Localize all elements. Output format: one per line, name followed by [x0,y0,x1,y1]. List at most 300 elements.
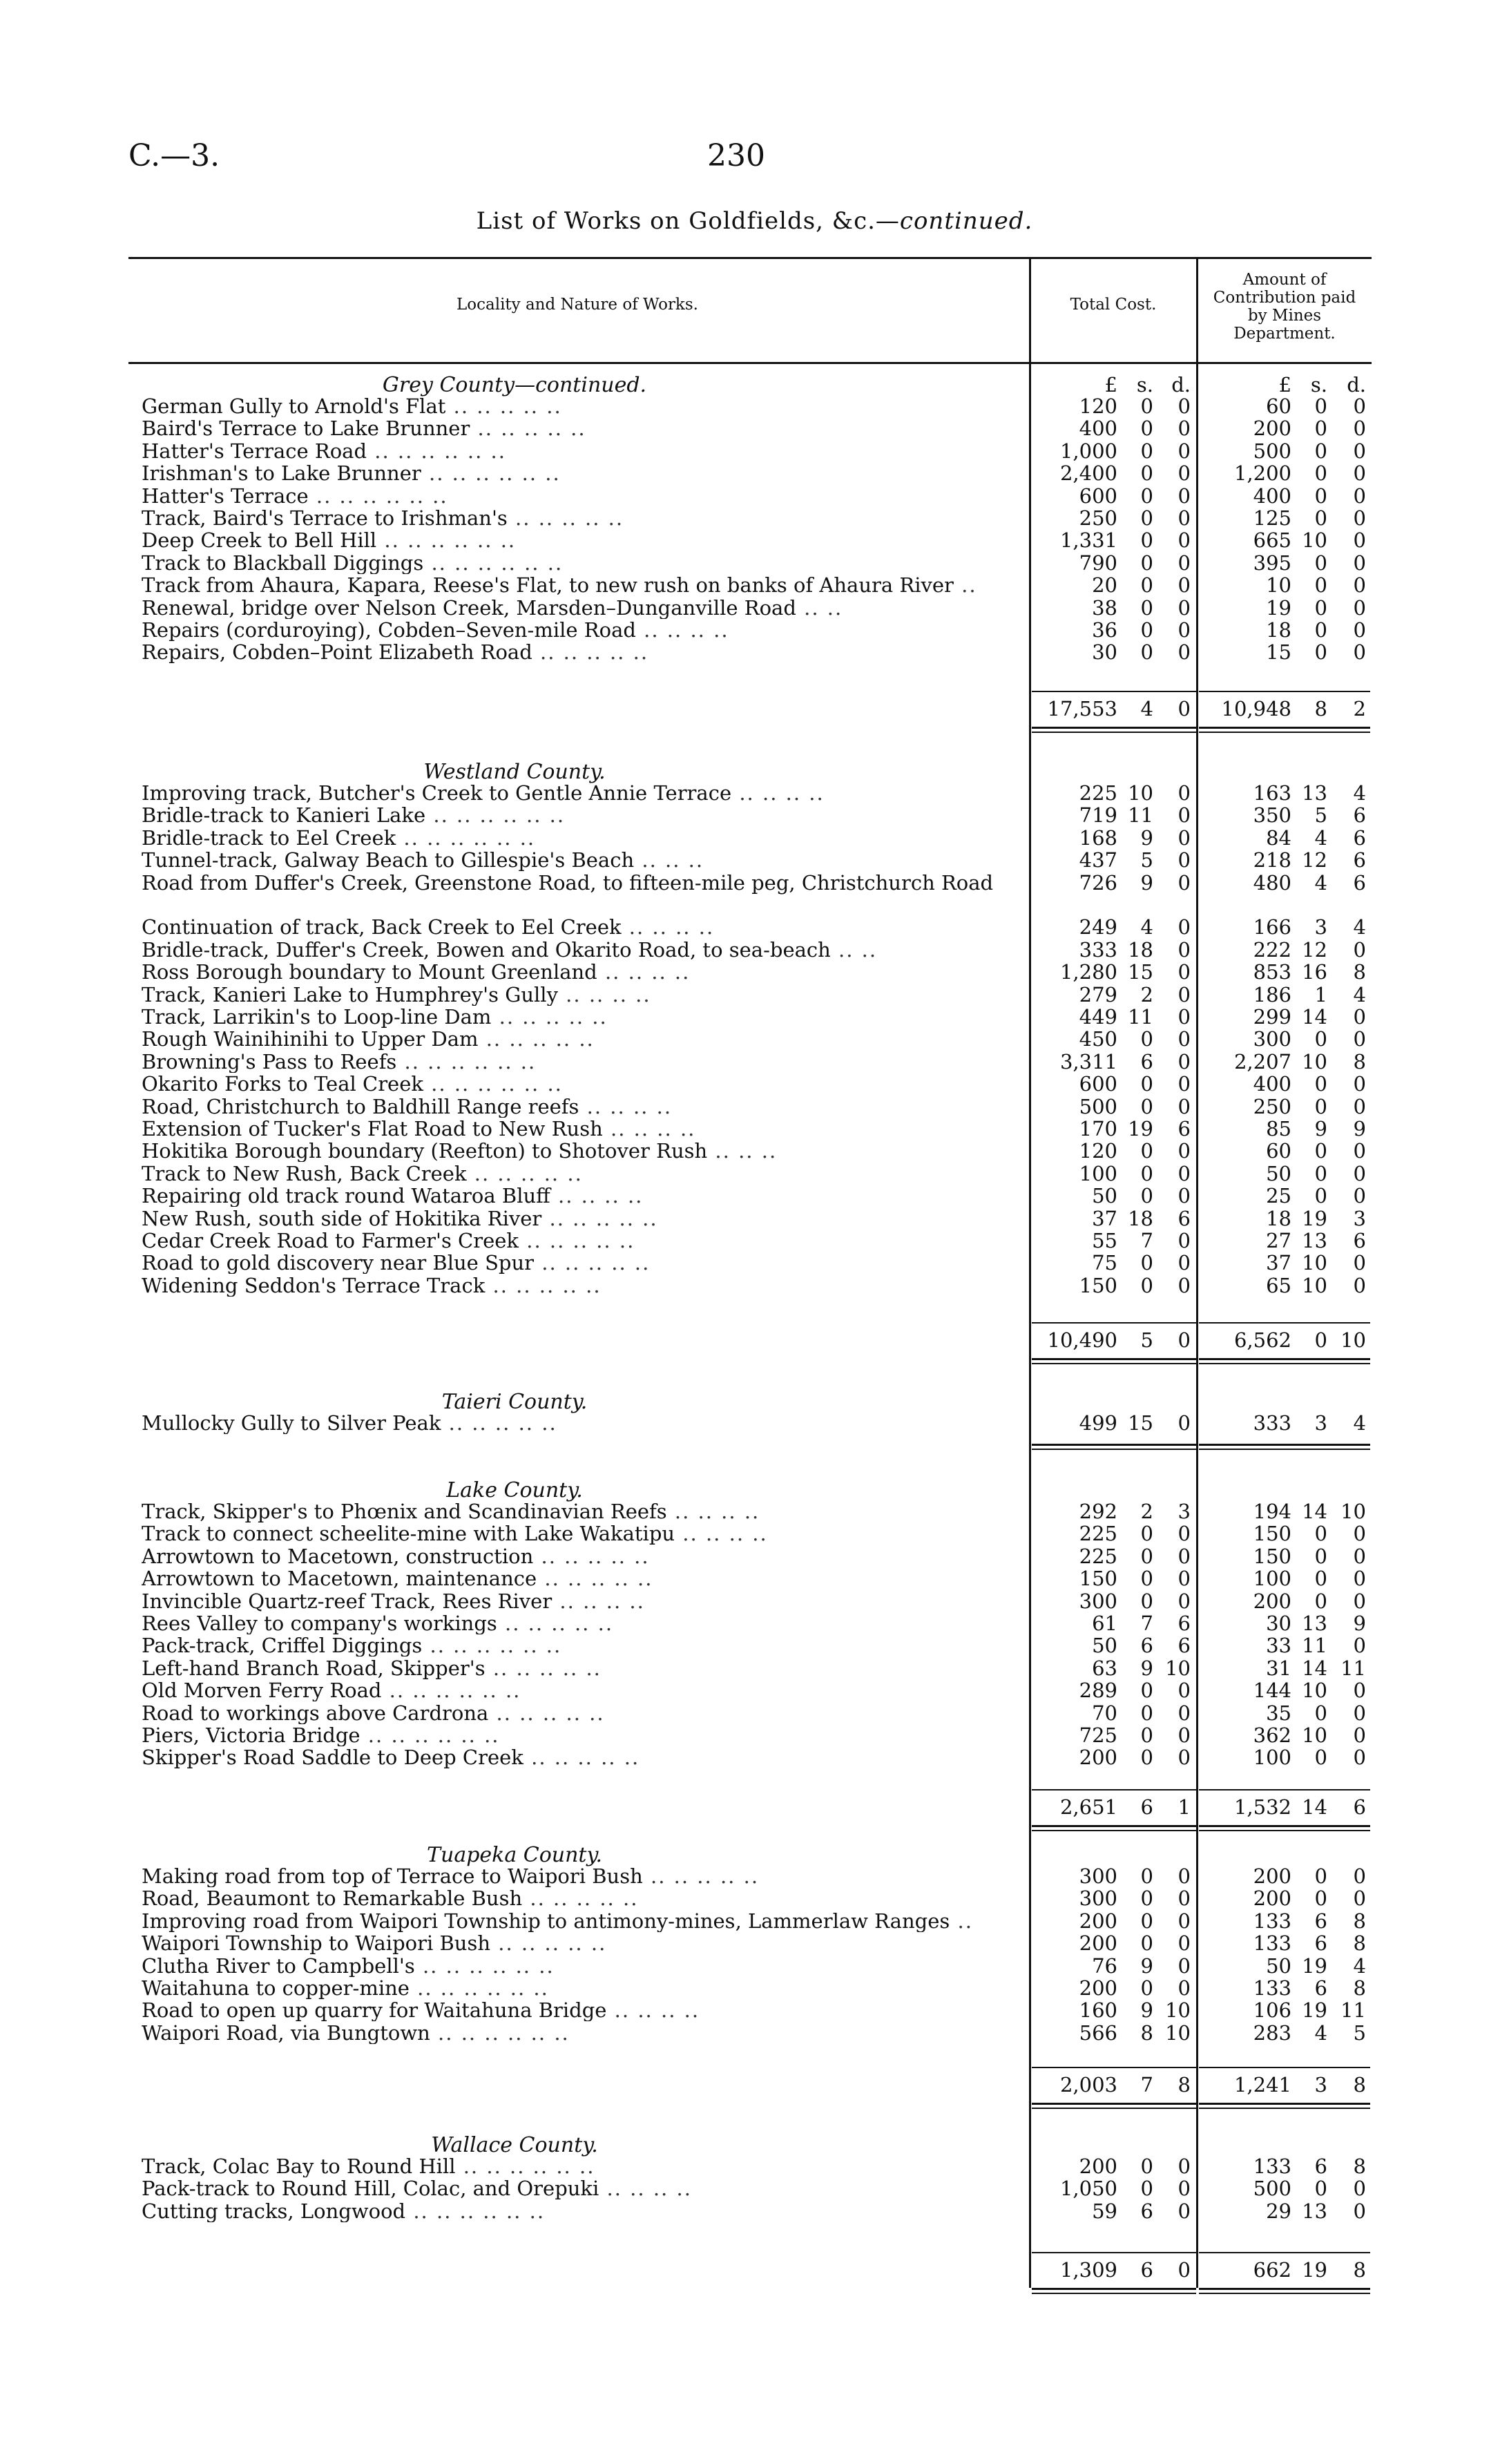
total-cost-pounds: 437 [1079,848,1117,872]
table-row [0,1163,1509,1185]
contribution-shillings: 13 [1302,1612,1327,1635]
contribution-shillings: 4 [1314,2021,1327,2045]
total-cost-pounds: 100 [1079,1161,1117,1185]
table-top-rule [128,257,1372,259]
work-locality [142,2177,1022,2199]
subtotal-rule-cost [1032,2067,1196,2068]
contribution-pence: 6 [1353,803,1366,828]
total-cost-pence: 0 [1178,1005,1191,1029]
total-cost-shillings: 0 [1140,1251,1153,1275]
double-rule-cost-2 [1032,2293,1196,2294]
section-title: Taieri County. [441,1390,588,1414]
contribution-pounds: 60 [1266,1139,1291,1163]
contribution-pounds: 29 [1266,2199,1291,2223]
table-row [0,1865,1509,1887]
contribution-pounds: 362 [1253,1723,1291,1747]
work-locality-text: Renewal, bridge over Nelson Creek, Marsden–Dunganville Road [142,596,796,619]
contribution-pence: 9 [1353,1117,1366,1140]
total-cost-shillings: 0 [1140,618,1153,642]
work-locality [142,804,1022,826]
work-locality [142,1910,1022,1932]
total-cost-shillings: 0 [1140,551,1153,575]
units-cost-shillings: s. [1136,373,1153,397]
contribution-shillings: 0 [1314,2177,1327,2201]
table-row [0,1932,1509,1954]
total-cost-pounds: 168 [1079,825,1117,850]
contribution-pounds: 35 [1266,1701,1291,1725]
total-cost-pence: 0 [1178,551,1191,575]
total-cost-pence: 0 [1178,825,1191,850]
contribution-shillings: 10 [1302,1273,1327,1297]
total-cost-shillings: 0 [1140,439,1153,463]
leader-dots: .. .. .. .. .. .. [367,439,506,462]
leader-dots: .. .. .. .. [557,983,651,1006]
table-row [0,1999,1509,2021]
contribution-shillings: 0 [1314,618,1327,642]
total-cost-pence: 0 [1178,1072,1191,1096]
total-cost-pounds: 61 [1092,1612,1117,1635]
section-total-cost-shillings: 6 [1140,2258,1153,2282]
work-locality [142,552,1022,574]
table-row [0,961,1509,983]
work-locality-text: Waitahuna to copper-mine [142,1977,410,1999]
contribution-pounds: 37 [1266,1251,1291,1275]
contribution-pounds: 500 [1253,2177,1291,2201]
total-cost-pounds: 160 [1079,1998,1117,2023]
contribution-shillings: 0 [1314,1864,1327,1888]
table-row [0,1140,1509,1162]
total-cost-pounds: 150 [1079,1273,1117,1297]
work-locality-text: Baird's Terrace to Lake Brunner [142,417,470,440]
contribution-shillings: 0 [1314,1161,1327,1185]
total-cost-shillings: 0 [1140,573,1153,598]
total-cost-shillings: 6 [1140,2199,1153,2223]
section-total-contribution-pence: 8 [1353,2073,1366,2097]
contribution-pence: 0 [1353,394,1366,418]
total-cost-pounds: 38 [1092,595,1117,620]
section-total-contribution-pence: 6 [1353,1795,1366,1819]
table-row [0,1955,1509,1977]
work-locality-text: Road from Duffer's Creek, Greenstone Road, to fifteen-mile peg, Christchurch Road [142,871,994,895]
table-row [0,1887,1509,1909]
table-row [0,1207,1509,1230]
work-locality [142,1977,1022,1999]
work-locality-text: Skipper's Road Saddle to Deep Creek [142,1746,523,1769]
total-cost-pence: 0 [1178,1544,1191,1568]
contribution-pence: 6 [1353,825,1366,850]
table-row [0,552,1509,574]
contribution-pence: 5 [1353,2021,1366,2045]
contribution-pence: 4 [1353,1411,1366,1435]
leader-dots: .. .. .. .. .. [523,1746,640,1769]
contribution-pence: 0 [1353,1027,1366,1051]
work-locality-text: Pack-track to Round Hill, Colac, and Orepuki [142,2177,599,2200]
leader-dots: .. .. .. .. [666,1500,760,1522]
total-cost-pence: 0 [1178,2155,1191,2178]
leader-dots: .. .. .. .. [606,1999,700,2022]
work-locality-text: Bridle-track to Kanieri Lake [142,804,426,827]
contribution-pence: 8 [1353,1976,1366,2000]
contribution-shillings: 0 [1314,551,1327,575]
leader-dots: .. .. .. [634,849,704,872]
total-cost-pounds: 200 [1079,1976,1117,2000]
contribution-shillings: 6 [1314,1931,1327,1956]
contribution-pence: 8 [1353,2155,1366,2178]
work-locality-text: Widening Seddon's Terrace Track [142,1274,486,1297]
contribution-pounds: 31 [1266,1656,1291,1680]
header-bottom-rule [128,362,1372,364]
total-cost-shillings: 0 [1140,1887,1153,1911]
contribution-shillings: 0 [1314,1094,1327,1118]
work-locality [142,1545,1022,1567]
double-rule-amount-1 [1199,727,1370,729]
work-locality [142,1679,1022,1701]
work-locality-text: Invincible Quartz-reef Track, Rees River [142,1589,552,1612]
contribution-pounds: 133 [1253,2155,1291,2178]
total-cost-pounds: 450 [1079,1027,1117,1051]
work-locality-text: Road, Beaumont to Remarkable Bush [142,1887,523,1910]
work-locality [142,1634,1022,1656]
leader-dots: .. .. .. .. .. [485,1274,602,1297]
work-locality-text: Extension of Tucker's Flat Road to New Rush [142,1118,603,1140]
contribution-pounds: 133 [1253,1909,1291,1933]
contribution-pounds: 25 [1266,1184,1291,1208]
work-locality-text: Making road from top of Terrace to Waipori Bush [142,1865,643,1887]
total-cost-pence: 6 [1178,1117,1191,1140]
contribution-pounds: 222 [1253,937,1291,962]
table-row [0,1910,1509,1932]
work-locality [142,872,1022,916]
total-cost-shillings: 9 [1140,1954,1153,1978]
contribution-pence: 0 [1353,1161,1366,1185]
contribution-pence: 0 [1353,1679,1366,1703]
contribution-pence: 0 [1353,2199,1366,2223]
table-row [0,1590,1509,1612]
total-cost-shillings: 15 [1128,1411,1153,1435]
work-locality [142,916,1022,938]
contribution-pence: 0 [1353,506,1366,530]
table-row [0,1185,1509,1207]
page-title [0,207,1509,235]
contribution-pence: 9 [1353,1612,1366,1635]
section-title: Wallace County. [431,2133,598,2157]
work-locality [142,782,1022,804]
subtotal-rule-cost [1032,2252,1196,2253]
total-cost-pence: 0 [1178,1909,1191,1933]
table-row [0,1612,1509,1634]
contribution-pounds: 27 [1266,1229,1291,1252]
total-cost-pence: 0 [1178,870,1191,895]
contribution-pounds: 144 [1253,1679,1291,1703]
total-cost-pence: 0 [1178,848,1191,872]
table-row [0,872,1509,894]
total-cost-pounds: 449 [1079,1005,1117,1029]
total-cost-shillings: 2 [1140,982,1153,1006]
leader-dots: .. .. .. .. [675,1522,768,1545]
total-cost-shillings: 4 [1140,915,1153,939]
page-number: 230 [707,138,765,173]
work-locality-text: German Gully to Arnold's Flat [142,395,446,417]
total-cost-pounds: 250 [1079,506,1117,530]
total-cost-pence: 0 [1178,1229,1191,1252]
section-title: Grey County—continued. [382,373,647,397]
total-cost-pounds: 225 [1079,1544,1117,1568]
contribution-pounds: 163 [1253,781,1291,805]
contribution-pounds: 400 [1253,1072,1291,1096]
total-cost-pounds: 75 [1092,1251,1117,1275]
table-row [0,1252,1509,1274]
leader-dots: .. .. .. .. .. .. [405,2199,546,2222]
total-cost-pence: 0 [1178,1251,1191,1275]
work-locality-text: Track, Larrikin's to Loop-line Dam [142,1006,492,1028]
total-cost-shillings: 0 [1140,1864,1153,1888]
work-locality [142,1657,1022,1679]
leader-dots: .. .. .. .. .. .. [360,1724,500,1746]
total-cost-pence: 0 [1178,394,1191,418]
total-cost-pounds: 20 [1092,573,1117,598]
table-row [0,1028,1509,1050]
work-locality-text: Waipori Township to Waipori Bush [142,1932,491,1955]
subtotal-rule-amount [1199,691,1370,692]
contribution-pence: 0 [1353,1251,1366,1275]
double-rule-cost-1 [1032,2103,1196,2105]
contribution-shillings: 10 [1302,1251,1327,1275]
contribution-pence: 0 [1353,1864,1366,1888]
double-rule-cost-2 [1032,732,1196,733]
section-total-contribution-shillings: 0 [1314,1328,1327,1352]
section-total-cost-pounds: 10,490 [1047,1328,1117,1352]
table-row [0,462,1509,484]
work-locality-text: Cedar Creek Road to Farmer's Creek [142,1230,519,1252]
work-locality-text: Rees Valley to company's workings [142,1612,497,1634]
leader-dots: .. [950,1909,973,1932]
total-cost-pence: 0 [1178,1931,1191,1956]
contribution-pence: 0 [1353,1544,1366,1568]
table-row [0,1634,1509,1656]
total-cost-pence: 0 [1178,781,1191,805]
work-locality [142,1412,1022,1434]
section-total-contribution-pounds: 6,562 [1233,1328,1291,1352]
work-locality [142,2022,1022,2044]
work-locality [142,1724,1022,1746]
total-cost-pounds: 200 [1079,1909,1117,1933]
work-locality [142,1932,1022,1954]
total-cost-pounds: 200 [1079,1931,1117,1956]
total-cost-pounds: 2,400 [1059,461,1117,486]
contribution-pounds: 30 [1266,1612,1291,1635]
total-cost-shillings: 0 [1140,1909,1153,1933]
total-cost-shillings: 0 [1140,2155,1153,2178]
contribution-pence: 0 [1353,1634,1366,1658]
total-cost-shillings: 0 [1140,640,1153,665]
table-row [0,2155,1509,2177]
contribution-pence: 0 [1353,1139,1366,1163]
table-row [0,1118,1509,1140]
contribution-pence: 6 [1353,848,1366,872]
contribution-pounds: 100 [1253,1567,1291,1591]
work-locality [142,619,1022,641]
section-total-cost-pounds: 1,309 [1059,2258,1117,2282]
table-row [0,597,1509,619]
section-total-cost-shillings: 6 [1140,1795,1153,1819]
contribution-shillings: 0 [1314,640,1327,665]
leader-dots: .. .. .. .. [550,1185,644,1207]
contribution-shillings: 14 [1302,1500,1327,1523]
work-locality [142,1028,1022,1050]
leader-dots: .. .. .. .. .. .. [396,1050,537,1073]
table-row [0,417,1509,439]
contribution-shillings: 0 [1314,394,1327,418]
section-total-cost-pounds: 17,553 [1047,697,1117,720]
contribution-shillings: 19 [1302,1998,1327,2023]
total-cost-pounds: 726 [1079,870,1117,895]
work-locality [142,939,1022,961]
work-locality [142,462,1022,484]
total-cost-pounds: 1,000 [1059,439,1117,463]
total-cost-pence: 0 [1178,1161,1191,1185]
contribution-pence: 4 [1353,781,1366,805]
contribution-pounds: 665 [1253,528,1291,553]
table-row [0,574,1509,596]
double-rule-amount-2 [1199,1449,1370,1450]
total-cost-shillings: 0 [1140,1544,1153,1568]
section-total-contribution-shillings: 3 [1314,2073,1327,2097]
leader-dots: .. .. [796,596,843,619]
contribution-pence: 0 [1353,528,1366,553]
double-rule-cost-2 [1032,2108,1196,2109]
total-cost-pence: 0 [1178,937,1191,962]
contribution-shillings: 12 [1302,848,1327,872]
work-locality-text: Bridle-track, Duffer's Creek, Bowen and Okarito Road, to sea-beach [142,938,831,961]
section-total-row [0,696,1509,721]
total-cost-shillings: 18 [1128,937,1153,962]
contribution-pence: 6 [1353,870,1366,895]
total-cost-pence: 0 [1178,439,1191,463]
total-cost-pounds: 120 [1079,1139,1117,1163]
contribution-shillings: 19 [1302,1206,1327,1230]
contribution-pounds: 218 [1253,848,1291,872]
total-cost-shillings: 15 [1128,960,1153,984]
double-rule-amount-1 [1199,1444,1370,1446]
total-cost-pence: 6 [1178,1206,1191,1230]
total-cost-pounds: 59 [1092,2199,1117,2223]
table-row [0,827,1509,849]
leader-dots: .. .. .. .. .. [485,1656,602,1679]
units-cost-pounds: £ [1104,373,1117,397]
table-row [0,849,1509,871]
contribution-shillings: 0 [1314,573,1327,598]
work-locality-text: Cutting tracks, Longwood [142,2199,406,2222]
contribution-shillings: 10 [1302,1049,1327,1073]
column-header-locality: Locality and Nature of Works. [456,296,698,314]
total-cost-shillings: 9 [1140,1998,1153,2023]
contribution-pence: 0 [1353,1094,1366,1118]
total-cost-shillings: 5 [1140,848,1153,872]
work-locality [142,395,1022,417]
contribution-pence: 0 [1353,1522,1366,1546]
section-total-cost-pence: 0 [1178,697,1191,720]
contribution-pounds: 395 [1253,551,1291,575]
work-locality [142,1230,1022,1252]
work-locality-text: Irishman's to Lake Brunner [142,462,421,485]
work-locality [142,1746,1022,1768]
total-cost-pounds: 200 [1079,1746,1117,1770]
contribution-pounds: 300 [1253,1027,1291,1051]
work-locality [142,961,1022,983]
contribution-shillings: 13 [1302,2199,1327,2223]
leader-dots: .. .. .. .. [599,2177,692,2200]
work-locality [142,1140,1022,1162]
leader-dots: .. .. .. .. [579,1095,673,1118]
leader-dots: .. .. .. .. [552,1589,645,1612]
table-row [0,1230,1509,1252]
table-row [0,440,1509,462]
contribution-pounds: 84 [1266,825,1291,850]
contribution-shillings: 0 [1314,1589,1327,1613]
total-cost-shillings: 9 [1140,825,1153,850]
units-amount-pence: d. [1347,373,1366,397]
leader-dots: .. .. .. .. .. [466,1162,583,1185]
contribution-shillings: 4 [1314,870,1327,895]
work-locality [142,1051,1022,1073]
double-rule-cost-1 [1032,1825,1196,1827]
column-header-amount: Amount of Contribution paid by Mines Department. [1213,271,1356,343]
work-locality-text: Waipori Road, via Bungtown [142,2021,430,2044]
work-locality-text: Piers, Victoria Bridge [142,1724,361,1746]
contribution-pounds: 480 [1253,870,1291,895]
total-cost-pence: 3 [1178,1500,1191,1523]
contribution-pounds: 186 [1253,982,1291,1006]
units-cost-pence: d. [1171,373,1191,397]
work-locality-text: Hatter's Terrace [142,484,309,507]
double-rule-cost-2 [1032,1449,1196,1450]
leader-dots: .. .. .. .. .. .. [409,1977,549,1999]
table-row [0,1274,1509,1297]
total-cost-shillings: 0 [1140,1589,1153,1613]
contribution-pounds: 33 [1266,1634,1291,1658]
section-total-cost-pounds: 2,003 [1059,2073,1117,2097]
work-locality [142,1865,1022,1887]
contribution-pounds: 299 [1253,1005,1291,1029]
work-locality-text: Track to connect scheelite-mine with Lake Wakatipu [142,1522,675,1545]
contribution-pence: 8 [1353,1931,1366,1956]
contribution-shillings: 16 [1302,960,1327,984]
contribution-pence: 8 [1353,1049,1366,1073]
contribution-shillings: 3 [1314,1411,1327,1435]
subtotal-rule-cost [1032,1789,1196,1790]
work-locality [142,529,1022,551]
contribution-shillings: 0 [1314,484,1327,508]
contribution-pounds: 19 [1266,595,1291,620]
section-total-cost-pounds: 2,651 [1059,1795,1117,1819]
total-cost-shillings: 0 [1140,1161,1153,1185]
total-cost-pence: 0 [1178,1679,1191,1703]
leader-dots: .. .. .. .. [621,916,715,939]
table-row [0,1412,1509,1434]
total-cost-pounds: 400 [1079,417,1117,441]
work-locality-text: Track, Kanieri Lake to Humphrey's Gully [142,983,558,1006]
contribution-pence: 0 [1353,1701,1366,1725]
contribution-pence: 8 [1353,960,1366,984]
work-locality-text: Improving track, Butcher's Creek to Gentle Annie Terrace [142,782,732,804]
work-locality [142,1207,1022,1230]
total-cost-pence: 6 [1178,1612,1191,1635]
total-cost-pounds: 600 [1079,484,1117,508]
total-cost-pence: 0 [1178,1027,1191,1051]
contribution-shillings: 0 [1314,461,1327,486]
table-row [0,1073,1509,1095]
contribution-shillings: 3 [1314,915,1327,939]
